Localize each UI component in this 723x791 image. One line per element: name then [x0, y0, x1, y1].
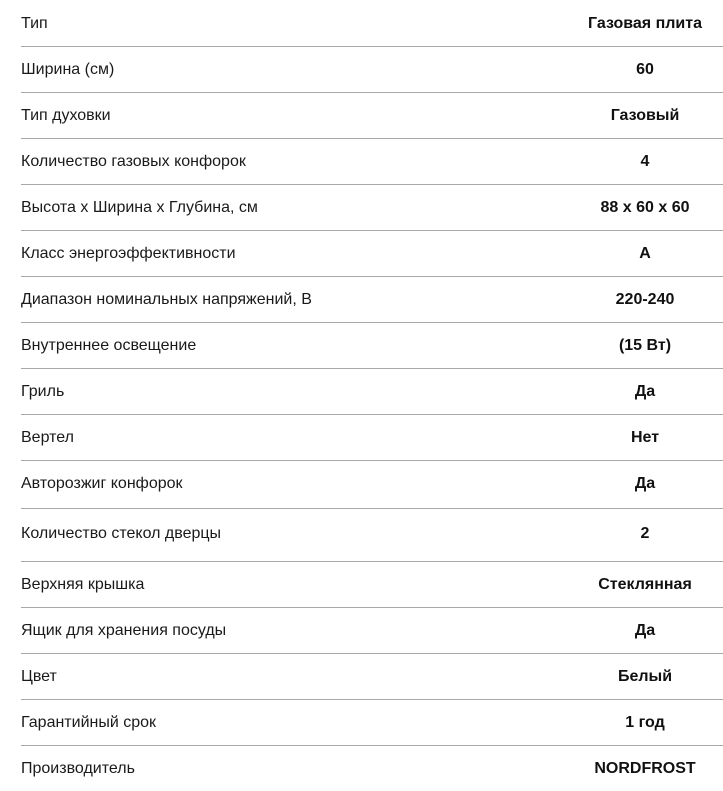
row-divider [21, 561, 723, 562]
row-divider [21, 607, 723, 608]
spec-label: Количество стекол дверцы [21, 525, 222, 542]
row-divider [21, 46, 723, 47]
spec-row-top-lid [0, 569, 723, 601]
row-divider [21, 414, 723, 415]
spec-value: Газовый [610, 107, 680, 124]
spec-label: Гриль [21, 383, 65, 400]
spec-label: Ширина (см) [21, 61, 115, 78]
spec-row-voltage [0, 284, 723, 316]
spec-label: Авторозжиг конфорок [21, 475, 183, 492]
spec-value: Нет [630, 429, 660, 446]
spec-label: Диапазон номинальных напряжений, В [21, 291, 312, 308]
spec-row-door-glass [0, 518, 723, 550]
spec-value: 2 [640, 525, 650, 542]
spec-value: Да [634, 475, 656, 492]
spec-label: Производитель [21, 760, 135, 777]
spec-row-energy-class [0, 238, 723, 270]
spec-row-burners [0, 146, 723, 178]
row-divider [21, 460, 723, 461]
row-divider [21, 745, 723, 746]
row-divider [21, 699, 723, 700]
spec-row-manufacturer [0, 753, 723, 785]
spec-value: Да [634, 383, 656, 400]
spec-value: (15 Вт) [618, 337, 672, 354]
spec-row-warranty [0, 707, 723, 739]
spec-label: Вертел [21, 429, 74, 446]
spec-label: Класс энергоэффективности [21, 245, 236, 262]
spec-label: Тип духовки [21, 107, 111, 124]
spec-value: Стеклянная [598, 576, 692, 593]
spec-label: Верхняя крышка [21, 576, 145, 593]
spec-label: Количество газовых конфорок [21, 153, 246, 170]
spec-row-type [0, 8, 723, 40]
spec-row-width [0, 54, 723, 86]
spec-row-grill [0, 376, 723, 408]
row-divider [21, 368, 723, 369]
row-divider [21, 653, 723, 654]
spec-row-spit [0, 422, 723, 454]
spec-value: NORDFROST [594, 760, 696, 777]
spec-row-lighting [0, 330, 723, 362]
row-divider [21, 508, 723, 509]
spec-label: Ящик для хранения посуды [21, 622, 227, 639]
spec-value: 60 [636, 61, 654, 78]
spec-value: 1 год [625, 714, 665, 731]
row-divider [21, 276, 723, 277]
row-divider [21, 230, 723, 231]
spec-value: A [639, 245, 651, 262]
spec-value: 4 [640, 153, 650, 170]
row-divider [21, 92, 723, 93]
spec-row-auto-ignition [0, 468, 723, 500]
row-divider [21, 322, 723, 323]
spec-label: Тип [21, 15, 48, 32]
spec-row-storage-drawer [0, 615, 723, 647]
row-divider [21, 138, 723, 139]
spec-value: 88 x 60 x 60 [600, 199, 690, 216]
spec-value: 220-240 [615, 291, 675, 308]
spec-label: Гарантийный срок [21, 714, 157, 731]
spec-row-color [0, 661, 723, 693]
spec-value: Да [634, 622, 656, 639]
spec-value: Газовая плита [588, 15, 702, 32]
spec-label: Высота x Ширина x Глубина, см [21, 199, 258, 216]
spec-label: Цвет [21, 668, 57, 685]
spec-row-dimensions [0, 192, 723, 224]
row-divider [21, 184, 723, 185]
spec-label: Внутреннее освещение [21, 337, 197, 354]
spec-value: Белый [617, 668, 673, 685]
spec-row-oven-type [0, 100, 723, 132]
